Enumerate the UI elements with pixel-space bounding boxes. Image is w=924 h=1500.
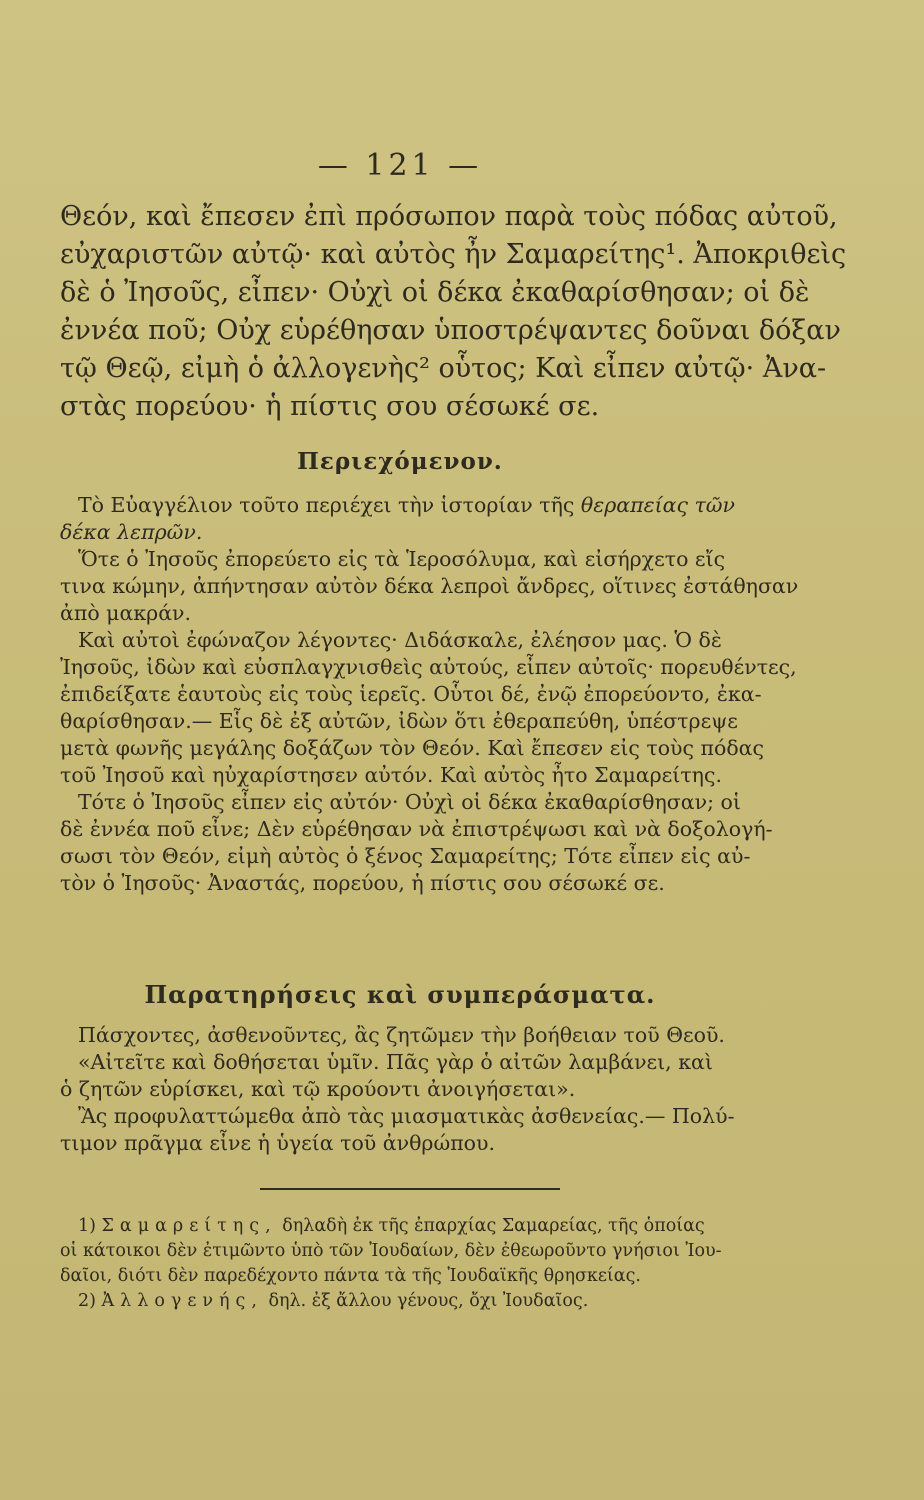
- text-line: Ἰησοῦς, ἰδὼν καὶ εὐσπλαγχνισθεὶς αὐτούς, εἶπεν αὐτοῖς· πορευθέντες,: [60, 655, 797, 679]
- text-line: τὸν ὁ Ἰησοῦς· Ἀναστάς, πορεύου, ἡ πίστις σου σέσωκέ σε.: [60, 871, 665, 895]
- intro-italic-text: θεραπείας τῶν: [580, 493, 735, 517]
- text-line: Ὅτε ὁ Ἰησοῦς ἐπορεύετο εἰς τὰ Ἱεροσόλυμα, καὶ εἰσήρχετο εἴς: [78, 547, 726, 571]
- text-line: τοῦ Ἰησοῦ καὶ ηὐχαρίστησεν αὐτόν. Καὶ αὐτὸς ἦτο Σαμαρείτης.: [60, 763, 722, 787]
- footnote-marker: 2): [78, 1291, 102, 1311]
- footnote-2: [60, 1289, 800, 1314]
- text-line: Θεόν, καὶ ἔπεσεν ἐπὶ πρόσωπον παρὰ τοὺς πόδας αὐτοῦ,: [60, 201, 838, 232]
- footnote-line: οἱ κάτοικοι δὲν ἐτιμῶντο ὑπὸ τῶν Ἰουδαίων, δὲν ἐθεωροῦντο γνήσιοι Ἰου-: [60, 1241, 722, 1261]
- intro-line: [60, 492, 800, 519]
- intro-line-2: δέκα λεπρῶν.: [60, 520, 203, 544]
- intro-text: Τὸ Εὐαγγέλιον τοῦτο περιέχει τὴν ἱστορίαν τῆς: [78, 493, 581, 517]
- page-number: — 121 —: [317, 148, 483, 183]
- top-paragraph: [60, 198, 847, 426]
- footnote-line: δαῖοι, διότι δὲν παρεδέχοντο πάντα τὰ τῆς Ἰουδαϊκῆς θρησκείας.: [60, 1266, 641, 1286]
- text-line: εὐχαριστῶν αὐτῷ· καὶ αὐτὸς ἦν Σαμαρείτης¹. Ἀποκριθεὶς: [60, 239, 847, 270]
- footnote-divider: [260, 1188, 560, 1190]
- text-line: δὲ ὁ Ἰησοῦς, εἶπεν· Οὐχὶ οἱ δέκα ἐκαθαρίσθησαν; οἱ δὲ: [60, 277, 810, 308]
- text-line: «Αἰτεῖτε καὶ δοθήσεται ὑμῖν. Πᾶς γὰρ ὁ αἰτῶν λαμβάνει, καὶ: [78, 1050, 713, 1074]
- text-line: ἀπὸ μακράν.: [60, 601, 192, 625]
- text-line: στὰς πορεύου· ἡ πίστις σου σέσωκέ σε.: [60, 391, 600, 422]
- text-line: τινα κώμην, ἀπήντησαν αὐτὸν δέκα λεπροὶ ἄνδρες, οἵτινες ἐστάθησαν: [60, 574, 799, 598]
- remarks-section: [60, 1022, 800, 1157]
- footnote-1: [60, 1214, 800, 1239]
- text-line: Ἂς προφυλαττώμεθα ἀπὸ τὰς μιασματικὰς ἀσθενείας.— Πολύ-: [78, 1104, 735, 1128]
- text-line: Πάσχοντες, ἀσθενοῦντες, ἂς ζητῶμεν τὴν βοήθειαν τοῦ Θεοῦ.: [78, 1023, 725, 1047]
- footnote-term: Σαμαρείτης,: [101, 1216, 277, 1236]
- text-line: Καὶ αὐτοὶ ἐφώναζον λέγοντες· Διδάσκαλε, ἐλέησον μας. Ὁ δὲ: [78, 628, 722, 652]
- text-line: Τότε ὁ Ἰησοῦς εἶπεν εἰς αὐτόν· Οὐχὶ οἱ δέκα ἐκαθαρίσθησαν; οἱ: [78, 790, 741, 814]
- footnote-term: Ἀλλογενής,: [101, 1291, 263, 1311]
- text-line: ὁ ζητῶν εὑρίσκει, καὶ τῷ κρούοντι ἀνοιγήσεται».: [60, 1077, 576, 1101]
- footnotes: [60, 1214, 800, 1314]
- section-heading-remarks: Παρατηρήσεις καὶ συμπεράσματα.: [144, 980, 656, 1009]
- text-line: ἐπιδείξατε ἑαυτοὺς εἰς τοὺς ἱερεῖς. Οὗτοι δέ, ἐνῷ ἐπορεύοντο, ἐκα-: [60, 682, 762, 706]
- footnote-text: δηλαδὴ ἐκ τῆς ἐπαρχίας Σαμαρείας, τῆς ὁποίας: [276, 1216, 705, 1236]
- text-line: μετὰ φωνῆς μεγάλης δοξάζων τὸν Θεόν. Καὶ ἔπεσεν εἰς τοὺς πόδας: [60, 736, 764, 760]
- contents-section: [60, 492, 800, 897]
- text-line: θαρίσθησαν.— Εἷς δὲ ἐξ αὐτῶν, ἰδὼν ὅτι ἐθεραπεύθη, ὑπέστρεψε: [60, 709, 738, 733]
- text-line: σωσι τὸν Θεόν, εἰμὴ αὐτὸς ὁ ξένος Σαμαρείτης; Τότε εἶπεν εἰς αὐ-: [60, 844, 751, 868]
- section-heading-contents: Περιεχόμενον.: [297, 448, 503, 475]
- text-line: τῷ Θεῷ, εἰμὴ ὁ ἀλλογενὴς² οὗτος; Καὶ εἶπεν αὐτῷ· Ἀνα-: [60, 353, 827, 384]
- text-line: δὲ ἐννέα ποῦ εἶνε; Δὲν εὑρέθησαν νὰ ἐπιστρέψωσι καὶ νὰ δοξολογή-: [60, 817, 773, 841]
- text-line: τιμον πρᾶγμα εἶνε ἡ ὑγεία τοῦ ἀνθρώπου.: [60, 1131, 495, 1155]
- footnote-marker: 1): [78, 1216, 102, 1236]
- text-line: ἐννέα ποῦ; Οὐχ εὑρέθησαν ὑποστρέψαντες δοῦναι δόξαν: [60, 315, 841, 346]
- footnote-text: δηλ. ἐξ ἄλλου γένους, ὄχι Ἰουδαῖος.: [262, 1291, 589, 1311]
